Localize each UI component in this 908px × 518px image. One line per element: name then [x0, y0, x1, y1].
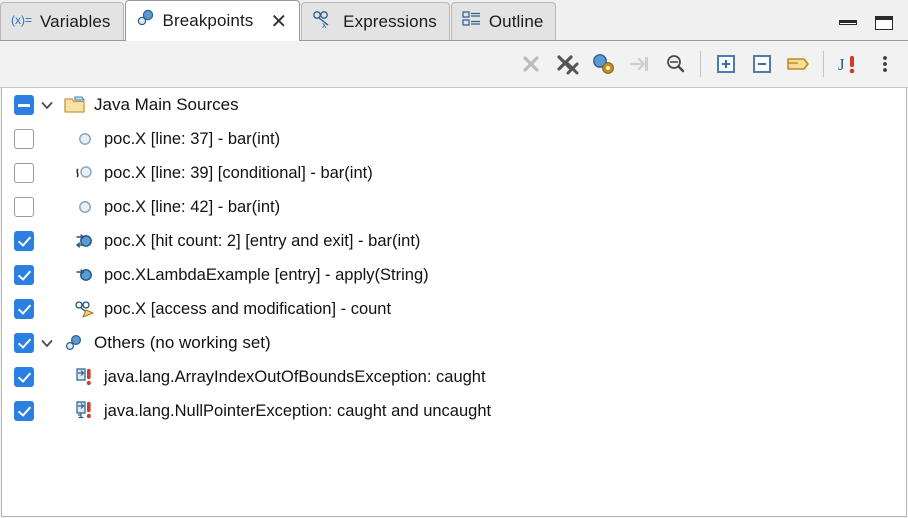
tab-expressions[interactable] [301, 2, 450, 40]
breakpoint-label: poc.X [line: 42] - bar(int) [104, 197, 281, 216]
tree-item-breakpoint[interactable] [2, 292, 906, 326]
toolbar-separator-2 [823, 51, 824, 77]
remove-all-breakpoints-button[interactable] [550, 47, 584, 81]
line-breakpoint-disabled-icon [70, 129, 100, 149]
group-checkbox[interactable] [14, 95, 34, 115]
tree-item-breakpoint[interactable] [2, 258, 906, 292]
group-checkbox[interactable] [14, 333, 34, 353]
tab-breakpoints-label: Breakpoints [162, 10, 254, 30]
breakpoint-checkbox[interactable] [14, 163, 34, 183]
tab-variables-label: Variables [40, 11, 111, 31]
svg-text:x: x [322, 20, 327, 29]
view-tab-bar [0, 0, 908, 41]
toolbar-separator [700, 51, 701, 77]
tree-item-breakpoint[interactable] [2, 224, 906, 258]
others-group-icon [60, 332, 90, 354]
tree-group-java-main-sources[interactable] [2, 88, 906, 122]
svg-text:(x)=: (x)= [11, 13, 32, 27]
tab-breakpoints[interactable] [125, 0, 301, 40]
working-sets-button[interactable] [781, 47, 815, 81]
breakpoint-checkbox[interactable] [14, 197, 34, 217]
close-icon[interactable]: ✕ [270, 8, 288, 33]
breakpoint-properties-button[interactable] [586, 47, 620, 81]
breakpoint-label: poc.XLambdaExample [entry] - apply(String) [104, 265, 429, 284]
tree-item-breakpoint[interactable] [2, 190, 906, 224]
tab-variables[interactable] [0, 2, 124, 40]
svg-text:J: J [838, 55, 845, 74]
exception-breakpoint-caught-uncaught-icon [70, 400, 100, 422]
add-java-exception-breakpoint-button[interactable] [832, 47, 866, 81]
breakpoint-checkbox[interactable] [14, 231, 34, 251]
tab-outline-label: Outline [488, 11, 544, 31]
skip-all-breakpoints-button[interactable] [622, 47, 656, 81]
tree-item-breakpoint[interactable] [2, 360, 906, 394]
breakpoints-tree[interactable] [1, 88, 907, 517]
watchpoint-icon [70, 299, 100, 319]
expressions-icon [312, 9, 336, 34]
tree-group-label: Java Main Sources [94, 95, 239, 114]
maximize-icon[interactable] [874, 16, 894, 30]
breakpoints-icon [136, 8, 156, 33]
breakpoint-checkbox[interactable] [14, 299, 34, 319]
tree-item-breakpoint[interactable] [2, 394, 906, 428]
working-set-folder-icon [60, 94, 90, 116]
window-controls [828, 16, 908, 40]
tree-item-breakpoint[interactable] [2, 122, 906, 156]
remove-breakpoint-button[interactable] [514, 47, 548, 81]
breakpoint-checkbox[interactable] [14, 401, 34, 421]
method-breakpoint-entry-icon [70, 265, 100, 285]
link-with-debug-view-button[interactable] [658, 47, 692, 81]
breakpoint-checkbox[interactable] [14, 129, 34, 149]
minimize-icon[interactable] [838, 16, 858, 30]
tree-group-others[interactable] [2, 326, 906, 360]
breakpoint-checkbox[interactable] [14, 367, 34, 387]
chevron-down-icon[interactable] [34, 336, 60, 350]
breakpoint-checkbox[interactable] [14, 265, 34, 285]
expand-all-button[interactable] [709, 47, 743, 81]
chevron-down-icon[interactable] [34, 98, 60, 112]
breakpoint-label: poc.X [access and modification] - count [104, 299, 392, 318]
view-toolbar [0, 41, 908, 88]
tree-group-label: Others (no working set) [94, 333, 271, 352]
method-breakpoint-entry-exit-icon [70, 231, 100, 251]
breakpoint-label: poc.X [line: 39] [conditional] - bar(int) [104, 163, 373, 182]
breakpoint-label: poc.X [line: 37] - bar(int) [104, 129, 281, 148]
breakpoint-label: poc.X [hit count: 2] [entry and exit] - bar(int) [104, 231, 421, 250]
breakpoint-label: java.lang.NullPointerException: caught and uncaught [104, 401, 492, 420]
exception-breakpoint-caught-icon [70, 366, 100, 388]
tab-outline[interactable] [451, 2, 557, 40]
conditional-breakpoint-disabled-icon [70, 163, 100, 183]
line-breakpoint-disabled-icon [70, 197, 100, 217]
tab-expressions-label: Expressions [343, 11, 437, 31]
view-menu-button[interactable] [868, 47, 902, 81]
variables-icon [11, 9, 33, 34]
tree-item-breakpoint[interactable] [2, 156, 906, 190]
outline-icon [462, 9, 482, 34]
breakpoint-label: java.lang.ArrayIndexOutOfBoundsException: caught [104, 367, 486, 386]
collapse-all-button[interactable] [745, 47, 779, 81]
